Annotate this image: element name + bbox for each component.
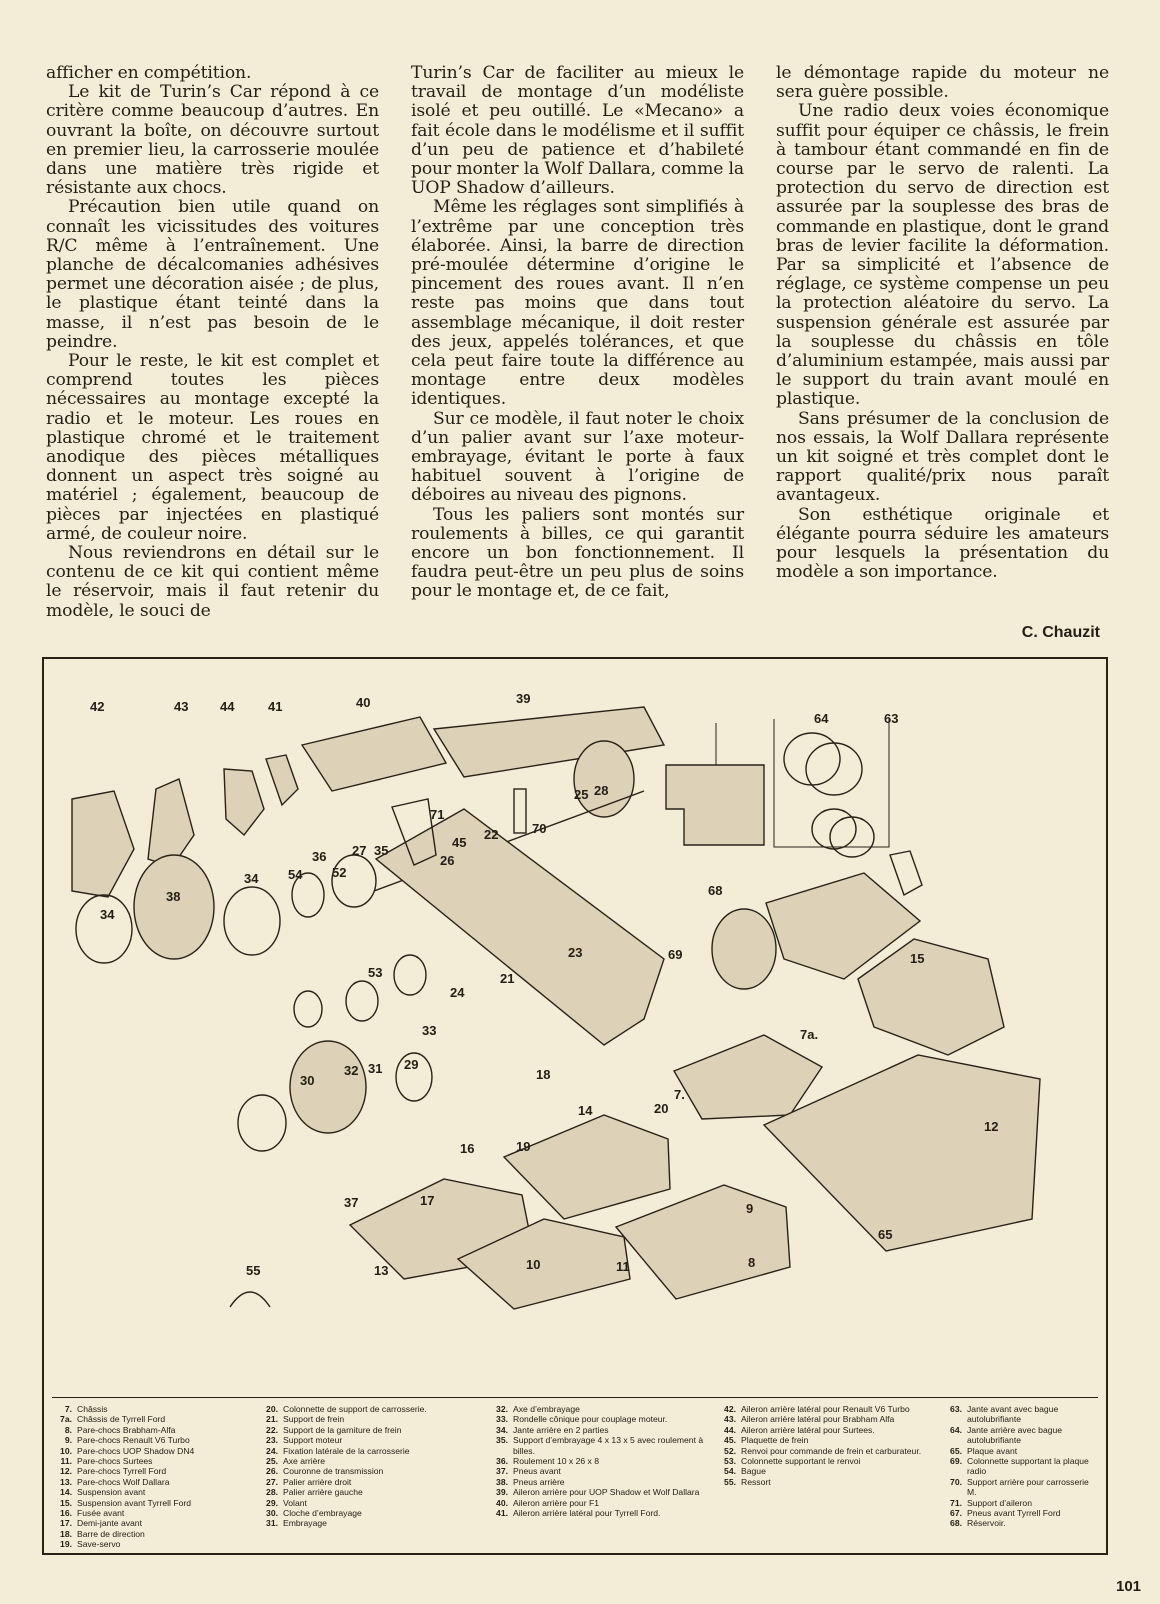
part-label: 30 xyxy=(300,1073,315,1088)
legend-label: Aileron arrière latéral pour Renault V6 Turbo xyxy=(741,1404,910,1414)
legend-item xyxy=(488,1456,716,1466)
text-column-2 xyxy=(411,64,744,644)
legend-number: 22. xyxy=(266,1424,278,1435)
legend-label: Suspension avant xyxy=(77,1487,146,1498)
legend-item xyxy=(942,1456,1092,1477)
paragraph: afficher en compétition. xyxy=(46,63,252,83)
legend-label: Châssis de Tyrrell Ford xyxy=(77,1414,166,1425)
part-label: 54 xyxy=(288,867,303,882)
legend-label: Pneus arrière xyxy=(513,1476,565,1487)
front-rim-17 xyxy=(238,1095,286,1151)
legend-item xyxy=(52,1446,258,1456)
front-tyre-right xyxy=(712,909,776,989)
legend-number: 53. xyxy=(724,1456,736,1467)
legend-label: Support moteur xyxy=(283,1435,343,1446)
part-label: 35 xyxy=(374,843,389,858)
legend-item xyxy=(258,1466,488,1476)
legend-item xyxy=(258,1446,488,1456)
part-label: 24 xyxy=(450,985,465,1000)
tank-68 xyxy=(666,765,764,845)
legend-number: 55. xyxy=(724,1476,736,1487)
part-label: 55 xyxy=(246,1263,261,1278)
legend-number: 36. xyxy=(496,1456,508,1467)
paragraph: Turin’s Car de faciliter au mieux le travail de montage d’un modéliste isolé et peu outillé. Le «Mecano» a fait école dans le modélisme et il suffit d’un peu de patience et d’habileté pour monter la Wolf Dallara, comme la UOP Shadow d’ailleurs. xyxy=(411,63,745,199)
legend-number: 29. xyxy=(266,1497,278,1508)
part-label: 69 xyxy=(668,947,683,962)
legend-item xyxy=(942,1508,1092,1518)
part-label: 43 xyxy=(174,699,189,714)
legend-item xyxy=(942,1446,1092,1456)
part-label: 33 xyxy=(422,1023,437,1038)
legend-number: 25. xyxy=(266,1456,278,1467)
legend-item xyxy=(942,1425,1092,1446)
part-label: 14 xyxy=(578,1103,593,1118)
part-label: 64 xyxy=(814,711,829,726)
legend-label: Jante arrière en 2 parties xyxy=(513,1424,609,1435)
part-label: 42 xyxy=(90,699,105,714)
legend-label: Pneus avant xyxy=(513,1466,561,1477)
legend-item xyxy=(52,1456,258,1466)
legend-label: Ressort xyxy=(741,1476,771,1487)
legend-item xyxy=(52,1498,258,1508)
part-label: 9 xyxy=(746,1201,754,1216)
legend-label: Réservoir. xyxy=(967,1518,1006,1529)
part-label: 26 xyxy=(440,853,455,868)
body-support-70 xyxy=(514,789,526,833)
legend-label: Aileron arrière pour F1 xyxy=(513,1497,599,1508)
legend-label: Fixation latérale de la carrosserie xyxy=(283,1445,410,1456)
spring-55 xyxy=(230,1292,270,1307)
legend-item xyxy=(258,1456,488,1466)
legend-number: 26. xyxy=(266,1466,278,1477)
part-label: 40 xyxy=(356,695,371,710)
side-fin-43 xyxy=(148,779,194,867)
paragraph: Nous reviendrons en détail sur le contenu de ce kit qui contient même le réservoir, mais il faut retenir du modèle, le souci de xyxy=(46,543,379,621)
bumper-12 xyxy=(858,939,1004,1055)
legend-item xyxy=(488,1435,716,1456)
wing-40 xyxy=(302,717,446,791)
parts-legend xyxy=(52,1397,1098,1550)
legend-number: 10. xyxy=(60,1445,72,1456)
legend-item xyxy=(258,1498,488,1508)
part-label: 34 xyxy=(100,907,115,922)
legend-label: Pare-chocs Renault V6 Turbo xyxy=(77,1435,190,1446)
legend-number: 70. xyxy=(950,1476,962,1487)
legend-item xyxy=(52,1404,258,1414)
bumper-11 xyxy=(504,1115,670,1219)
rim-34-left xyxy=(76,895,132,963)
legend-label: Support de la garniture de frein xyxy=(283,1424,402,1435)
rear-tyre-38 xyxy=(134,855,214,959)
part-label: 71 xyxy=(430,807,445,822)
legend-column xyxy=(942,1404,1092,1550)
bumper-9 xyxy=(674,1035,822,1119)
part-label: 44 xyxy=(220,699,235,714)
side-fin-42 xyxy=(72,791,134,897)
legend-item xyxy=(716,1446,942,1456)
legend-item xyxy=(258,1404,488,1414)
legend-label: Embrayage xyxy=(283,1518,327,1529)
legend-label: Bague xyxy=(741,1466,766,1477)
legend-label: Couronne de transmission xyxy=(283,1466,384,1477)
legend-item xyxy=(488,1414,716,1424)
part-label: 34 xyxy=(244,871,259,886)
legend-number: 63. xyxy=(950,1404,962,1414)
legend-label: Barre de direction xyxy=(77,1528,145,1539)
part-label: 10 xyxy=(526,1257,541,1272)
legend-label: Axe arrière xyxy=(283,1456,326,1467)
legend-item xyxy=(258,1414,488,1424)
part-label: 7a. xyxy=(800,1027,819,1042)
legend-label: Fusée avant xyxy=(77,1508,125,1519)
part-label: 12 xyxy=(984,1119,999,1134)
legend-number: 31. xyxy=(266,1518,278,1529)
legend-number: 35. xyxy=(496,1435,508,1446)
legend-label: Cloche d’embrayage xyxy=(283,1508,362,1519)
legend-item xyxy=(488,1487,716,1497)
flywheel-29 xyxy=(394,955,426,995)
legend-label: Colonnette de support de carrosserie. xyxy=(283,1404,427,1414)
paragraph: Sur ce modèle, il faut noter le choix d’un palier avant sur l’axe moteur-embrayage, évitant le porte à faux habituel souvent à l’origine de déboires au niveau des pignons. xyxy=(411,408,744,506)
exploded-diagram xyxy=(42,657,1108,1555)
legend-label: Renvoi pour commande de frein et carburateur. xyxy=(741,1445,922,1456)
paragraph: Pour le reste, le kit est complet et comprend toutes les pièces nécessaires au montage excepté la radio et le moteur. Les roues en plastique chromé et le traitement anodique des pièces métalliques donnent un aspect très soigné au matériel ; également, beaucoup de pièces par injectées en plastiqué armé, de couleur noire. xyxy=(46,351,379,544)
legend-number: 64. xyxy=(950,1424,962,1435)
legend-number: 39. xyxy=(496,1487,508,1498)
paragraph: Le kit de Turin’s Car répond à ce critère comme beaucoup d’autres. En ouvrant la boîte, on découvre surtout en premier lieu, la carrosserie moulée dans une matière très rigide et résistante aux chocs. xyxy=(46,82,379,199)
legend-number: 7. xyxy=(64,1404,72,1414)
legend-label: Jante arrière avec bague autolubrifiante xyxy=(967,1424,1063,1446)
legend-item xyxy=(52,1466,258,1476)
legend-label: Support de frein xyxy=(283,1414,345,1425)
legend-item xyxy=(52,1487,258,1497)
part-label: 28 xyxy=(594,783,609,798)
legend-item xyxy=(716,1435,942,1445)
legend-item xyxy=(488,1404,716,1414)
part-label: 68 xyxy=(708,883,723,898)
legend-label: Aileron arrière latéral pour Tyrrell Ford. xyxy=(513,1508,661,1519)
page-number: 101 xyxy=(1116,1578,1142,1595)
legend-number: 14. xyxy=(60,1487,72,1498)
bumper-8 xyxy=(616,1185,790,1299)
part-label: 19 xyxy=(516,1139,531,1154)
legend-number: 11. xyxy=(60,1456,72,1467)
legend-number: 7a. xyxy=(60,1414,72,1425)
legend-item xyxy=(52,1425,258,1435)
legend-number: 42. xyxy=(724,1404,736,1414)
rim-34 xyxy=(224,887,280,955)
legend-item xyxy=(488,1466,716,1476)
part-label: 18 xyxy=(536,1067,551,1082)
legend-number: 69. xyxy=(950,1456,962,1467)
part-label: 20 xyxy=(654,1101,669,1116)
legend-column xyxy=(488,1404,716,1550)
legend-number: 45. xyxy=(724,1435,736,1446)
legend-label: Demi-jante avant xyxy=(77,1518,142,1529)
part-label: 27 xyxy=(352,843,367,858)
legend-number: 24. xyxy=(266,1445,278,1456)
legend-number: 32. xyxy=(496,1404,508,1414)
legend-number: 33. xyxy=(496,1414,508,1425)
legend-item xyxy=(258,1487,488,1497)
legend-number: 19. xyxy=(60,1539,72,1550)
legend-label: Axe d’embrayage xyxy=(513,1404,580,1414)
side-fin-41 xyxy=(266,755,298,805)
legend-item xyxy=(52,1518,258,1528)
legend-item xyxy=(488,1508,716,1518)
legend-item xyxy=(258,1425,488,1435)
legend-label: Colonnette supportant le renvoi xyxy=(741,1456,861,1467)
part-label: 38 xyxy=(166,889,181,904)
legend-number: 34. xyxy=(496,1424,508,1435)
legend-item xyxy=(52,1414,258,1424)
legend-label: Support d’embrayage 4 x 13 x 5 avec roulement à billes. xyxy=(513,1435,704,1456)
legend-label: Palier arrière gauche xyxy=(283,1487,363,1498)
part-label: 41 xyxy=(268,699,283,714)
legend-number: 17. xyxy=(60,1518,72,1529)
legend-label: Pare-chocs Brabham-Alfa xyxy=(77,1424,176,1435)
legend-item xyxy=(716,1477,942,1487)
wheel-64-back xyxy=(806,743,862,795)
part-label: 21 xyxy=(500,971,515,986)
legend-item xyxy=(52,1508,258,1518)
legend-number: 54. xyxy=(724,1466,736,1477)
legend-number: 41. xyxy=(496,1508,508,1519)
legend-label: Pare-chocs UOP Shadow DN4 xyxy=(77,1445,195,1456)
legend-item xyxy=(52,1529,258,1539)
paragraph: le démontage rapide du moteur ne sera guère possible. xyxy=(776,63,1109,103)
legend-label: Plaque avant xyxy=(967,1445,1018,1456)
text-column-3 xyxy=(776,64,1109,644)
author-signature: C. Chauzit xyxy=(1021,624,1100,641)
legend-item xyxy=(942,1518,1092,1528)
paragraph: Même les réglages sont simplifiés à l’extrême par une conception très élaborée. Ainsi, la barre de direction pré-moulée détermine d’origine le pincement des roues avant. Il n’en reste pas moins que dans tout assemblage mécanique, il doit rester des jeux, appelés tolérances, et que cela peut faire toute la différence au montage entre deux modèles identiques. xyxy=(411,197,744,410)
legend-item xyxy=(942,1498,1092,1508)
legend-label: Aileron arrière pour UOP Shadow et Wolf Dallara xyxy=(513,1487,700,1498)
clutch-31 xyxy=(346,981,378,1021)
legend-label: Châssis xyxy=(77,1404,108,1414)
paragraph: Sans présumer de la conclusion de nos essais, la Wolf Dallara représente un kit soigné et très complet dont le rapport qualité/prix nous paraît avantageux. xyxy=(776,408,1109,506)
wheel-63-back xyxy=(830,817,874,857)
legend-number: 13. xyxy=(60,1476,72,1487)
legend-column xyxy=(258,1404,488,1550)
part-label: 29 xyxy=(404,1057,419,1072)
paragraph: Précaution bien utile quand on connaît les vicissitudes des voitures R/C même à l’entraînement. Une planche de décalcomanies adhésives permet une décoration aisée ; de plus, le plastique étant teinté dans la masse, il n’est pas besoin de le peindre. xyxy=(46,197,379,352)
paragraph: Son esthétique originale et élégante pourra séduire les amateurs pour lesquels la présentation du modèle a son importance. xyxy=(776,504,1109,583)
article-text xyxy=(46,64,1110,644)
legend-item xyxy=(52,1539,258,1549)
legend-number: 12. xyxy=(60,1466,72,1477)
side-fin-44 xyxy=(224,769,264,835)
part-label: 16 xyxy=(460,1141,475,1156)
part-label: 7. xyxy=(674,1087,685,1102)
legend-number: 27. xyxy=(266,1476,278,1487)
legend-label: Support d’aileron xyxy=(967,1497,1032,1508)
text-column-1 xyxy=(46,64,379,644)
part-label: 15 xyxy=(910,951,925,966)
part-label: 11 xyxy=(616,1259,630,1274)
legend-label: Palier arrière droit xyxy=(283,1476,352,1487)
legend-label: Support arrière pour carrosserie M. xyxy=(967,1476,1089,1498)
part-label: 8 xyxy=(748,1255,756,1270)
legend-number: 8. xyxy=(64,1424,72,1435)
legend-number: 68. xyxy=(950,1518,962,1529)
legend-number: 15. xyxy=(60,1497,72,1508)
legend-item xyxy=(716,1456,942,1466)
legend-number: 37. xyxy=(496,1466,508,1477)
legend-label: Suspension avant Tyrrell Ford xyxy=(77,1497,192,1508)
part-label: 13 xyxy=(374,1263,389,1278)
chassis-7 xyxy=(376,809,664,1045)
part-label: 63 xyxy=(884,711,899,726)
legend-label: Aileron arrière latéral pour Brabham Alfa xyxy=(741,1414,895,1425)
legend-column xyxy=(716,1404,942,1550)
wheel-64 xyxy=(784,733,840,785)
legend-number: 44. xyxy=(724,1424,736,1435)
part-label: 31 xyxy=(368,1061,383,1076)
part-label: 70 xyxy=(532,821,547,836)
legend-item xyxy=(716,1414,942,1424)
legend-number: 52. xyxy=(724,1445,736,1456)
part-label: 53 xyxy=(368,965,383,980)
legend-label: Pare-chocs Surtees xyxy=(77,1456,153,1467)
legend-item xyxy=(52,1477,258,1487)
legend-number: 21. xyxy=(266,1414,278,1425)
legend-item xyxy=(716,1404,942,1414)
paragraph: Tous les paliers sont montés sur roulements à billes, ce qui garantit encore un bon fonctionnement. Il faudra peut-être un peu plus de soins pour le montage et, de ce fait, xyxy=(411,504,744,602)
legend-item xyxy=(942,1477,1092,1498)
legend-number: 16. xyxy=(60,1508,72,1519)
clutch-support-35 xyxy=(332,855,376,907)
legend-number: 23. xyxy=(266,1435,278,1446)
legend-label: Rondelle cônique pour couplage moteur. xyxy=(513,1414,668,1425)
legend-label: Pneus avant Tyrrell Ford xyxy=(967,1508,1061,1519)
part-label: 52 xyxy=(332,865,347,880)
part-label: 32 xyxy=(344,1063,359,1078)
legend-label: Colonnette supportant la plaque radio xyxy=(967,1456,1089,1477)
legend-item xyxy=(942,1404,1092,1425)
paragraph: Une radio deux voies économique suffit pour équiper ce châssis, le frein à tambour étant commandé en fin de course par le servo de ralenti. La protection du servo de direction est assurée par la souplesse des bras de commande en plastique, dont le grand bras de levier facilite la déformation. Par sa simplicité et l’absence de réglage, ce système compense un peu la protection aléatoire du servo. La suspension générale est assurée par la souplesse du châssis en tôle d’aluminium estampée, mais aussi par le support du train avant moulé en plastique. xyxy=(776,101,1109,410)
legend-item xyxy=(488,1477,716,1487)
legend-label: Aileron arrière latéral pour Surtees. xyxy=(741,1424,875,1435)
legend-number: 20. xyxy=(266,1404,278,1414)
legend-number: 40. xyxy=(496,1497,508,1508)
legend-column xyxy=(52,1404,258,1550)
part-label: 45 xyxy=(452,835,467,850)
part-label: 65 xyxy=(878,1227,893,1242)
legend-number: 67. xyxy=(950,1508,962,1519)
legend-item xyxy=(488,1425,716,1435)
front-suspension-15 xyxy=(890,851,922,895)
legend-label: Roulement 10 x 26 x 8 xyxy=(513,1456,599,1467)
part-label: 17 xyxy=(420,1193,435,1208)
legend-label: Pare-chocs Tyrrell Ford xyxy=(77,1466,167,1477)
part-label: 23 xyxy=(568,945,583,960)
part-label: 22 xyxy=(484,827,499,842)
part-label: 25 xyxy=(574,787,589,802)
legend-number: 43. xyxy=(724,1414,736,1425)
legend-label: Save-servo xyxy=(77,1539,121,1550)
part-label: 39 xyxy=(516,691,531,706)
clutch-bell-30 xyxy=(294,991,322,1027)
legend-item xyxy=(258,1435,488,1445)
legend-number: 38. xyxy=(496,1476,508,1487)
legend-number: 71. xyxy=(950,1497,962,1508)
legend-item xyxy=(258,1477,488,1487)
legend-item xyxy=(716,1425,942,1435)
wheel-63 xyxy=(812,809,856,849)
legend-number: 28. xyxy=(266,1487,278,1498)
legend-item xyxy=(488,1498,716,1508)
legend-label: Plaquette de frein xyxy=(741,1435,809,1446)
legend-number: 30. xyxy=(266,1508,278,1519)
part-label: 36 xyxy=(312,849,327,864)
legend-item xyxy=(52,1435,258,1445)
legend-item xyxy=(258,1518,488,1528)
legend-label: Volant xyxy=(283,1497,307,1508)
legend-number: 65. xyxy=(950,1445,962,1456)
legend-label: Jante avant avec bague autolubrifiante xyxy=(967,1404,1059,1425)
part-label: 37 xyxy=(344,1195,359,1210)
legend-label: Pare-chocs Wolf Dallara xyxy=(77,1476,170,1487)
legend-number: 9. xyxy=(64,1435,72,1446)
legend-item xyxy=(258,1508,488,1518)
legend-number: 18. xyxy=(60,1528,72,1539)
legend-item xyxy=(716,1466,942,1476)
